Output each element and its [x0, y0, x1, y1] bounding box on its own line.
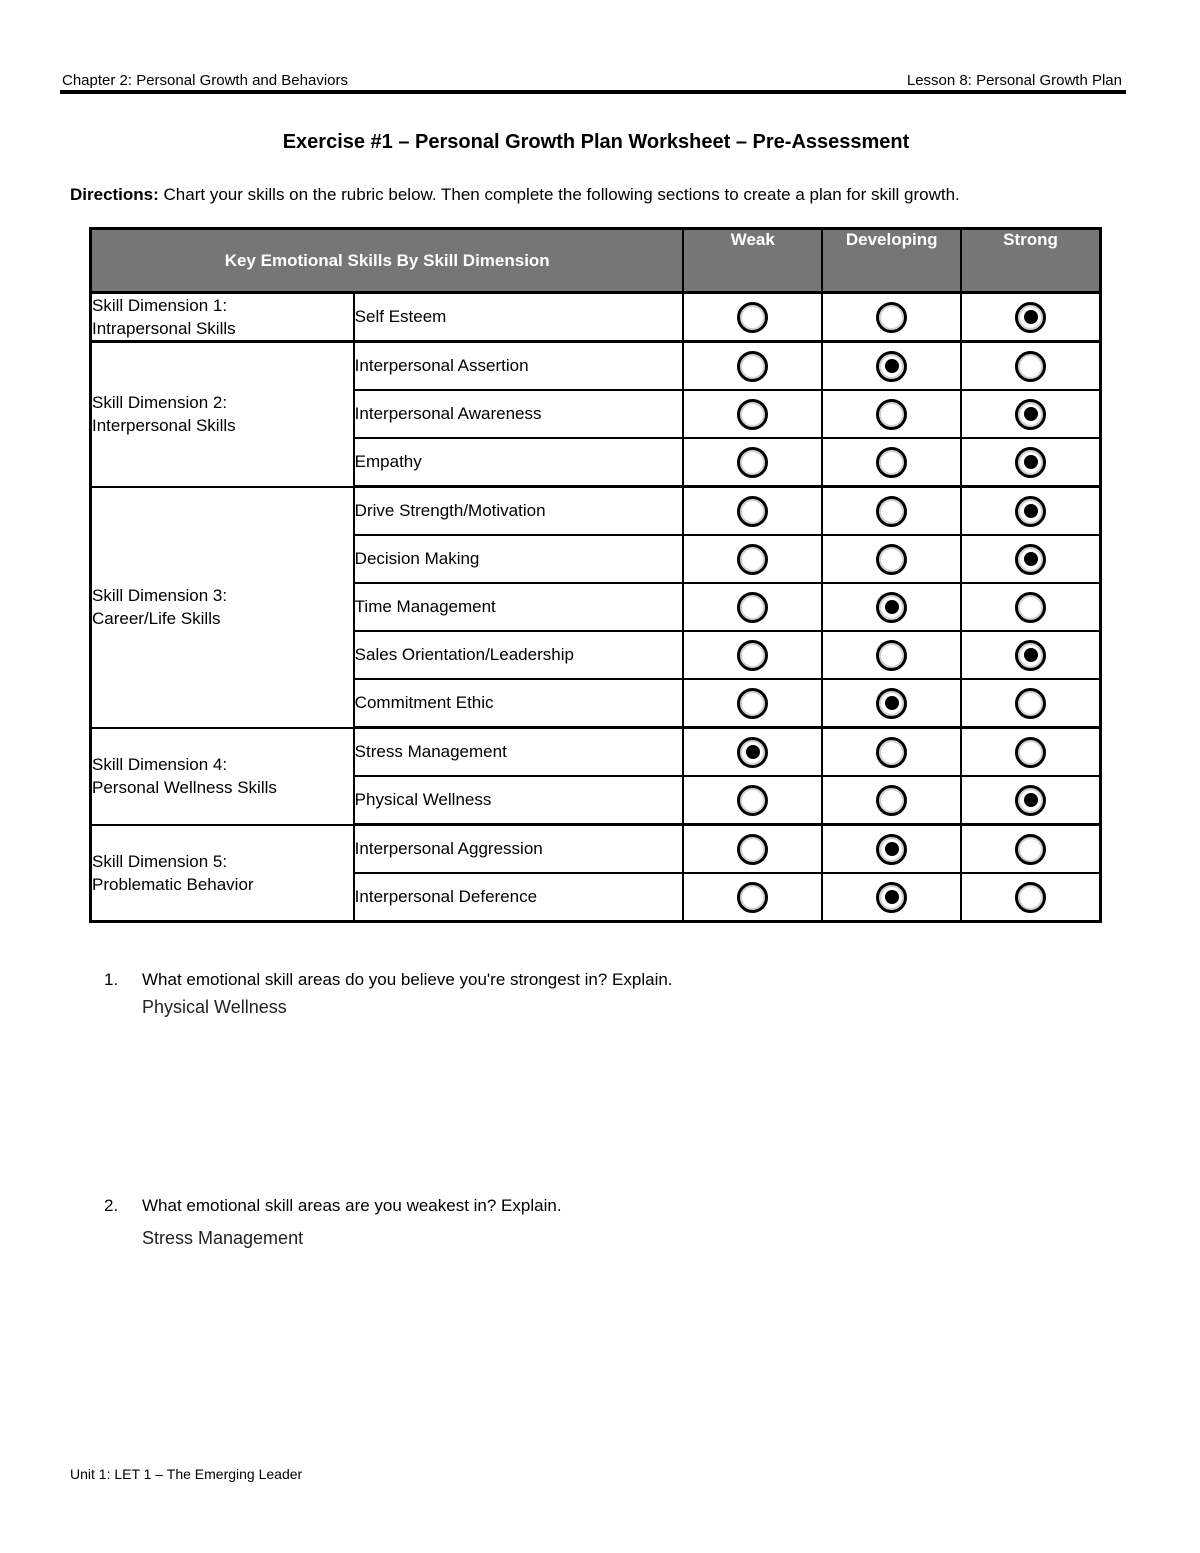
rating-cell-strong	[961, 776, 1100, 825]
rating-cell-weak	[683, 438, 822, 487]
directions-label: Directions:	[70, 185, 159, 204]
rating-cell-weak	[683, 679, 822, 728]
radio-weak[interactable]	[737, 737, 768, 768]
rating-cell-weak	[683, 728, 822, 777]
rating-cell-developing	[822, 390, 961, 438]
rating-cell-strong	[961, 342, 1100, 391]
radio-weak[interactable]	[737, 399, 768, 430]
rating-cell-weak	[683, 583, 822, 631]
skill-label: Interpersonal Assertion	[354, 342, 684, 391]
skill-dimension-5	[91, 825, 354, 922]
skill-dimension-3	[91, 487, 354, 728]
directions-text: Chart your skills on the rubric below. Then complete the following sections to create a plan for skill growth.	[158, 185, 960, 204]
rating-cell-weak	[683, 825, 822, 874]
radio-strong[interactable]	[1015, 351, 1046, 382]
dimension-subtitle: Interpersonal Skills	[92, 416, 236, 436]
rating-cell-weak	[683, 776, 822, 825]
page-title: Exercise #1 – Personal Growth Plan Worksheet – Pre-Assessment	[282, 131, 910, 153]
rating-cell-developing	[822, 293, 961, 342]
directions	[70, 185, 960, 205]
question-number: 1.	[104, 970, 119, 989]
rating-cell-developing	[822, 679, 961, 728]
rating-cell-developing	[822, 825, 961, 874]
header-divider	[60, 90, 1126, 94]
skill-label: Decision Making	[354, 535, 684, 583]
rating-cell-developing	[822, 487, 961, 536]
header-strong: Strong	[961, 229, 1100, 293]
radio-developing[interactable]	[876, 640, 907, 671]
table-header-row	[91, 229, 1101, 293]
radio-strong[interactable]	[1015, 592, 1046, 623]
radio-developing[interactable]	[876, 592, 907, 623]
rating-cell-weak	[683, 342, 822, 391]
radio-strong[interactable]	[1015, 640, 1046, 671]
skill-label: Time Management	[354, 583, 684, 631]
radio-developing[interactable]	[876, 834, 907, 865]
header-chapter: Chapter 2: Personal Growth and Behaviors	[62, 72, 348, 89]
radio-weak[interactable]	[737, 834, 768, 865]
question-text: What emotional skill areas do you believe you're strongest in? Explain.	[142, 970, 673, 989]
footer-unit: Unit 1: LET 1 – The Emerging Leader	[70, 1466, 303, 1482]
skill-dimension-4	[91, 728, 354, 825]
radio-strong[interactable]	[1015, 447, 1046, 478]
radio-weak[interactable]	[737, 592, 768, 623]
rating-cell-strong	[961, 728, 1100, 777]
radio-weak[interactable]	[737, 544, 768, 575]
dimension-title: Skill Dimension 5:	[92, 851, 228, 871]
rating-cell-strong	[961, 535, 1100, 583]
radio-strong[interactable]	[1015, 882, 1046, 913]
skill-label: Empathy	[354, 438, 684, 487]
radio-strong[interactable]	[1015, 302, 1046, 333]
radio-weak[interactable]	[737, 640, 768, 671]
dimension-title: Skill Dimension 2:	[92, 393, 228, 413]
rating-cell-developing	[822, 728, 961, 777]
answer-2: Stress Management	[142, 1228, 304, 1248]
dimension-title: Skill Dimension 4:	[92, 755, 228, 774]
radio-weak[interactable]	[737, 302, 768, 333]
skill-label: Commitment Ethic	[354, 679, 684, 728]
rating-cell-weak	[683, 487, 822, 536]
table-row	[91, 342, 1101, 391]
radio-developing[interactable]	[876, 351, 907, 382]
radio-weak[interactable]	[737, 785, 768, 816]
radio-strong[interactable]	[1015, 688, 1046, 719]
skill-label: Interpersonal Awareness	[354, 390, 684, 438]
rating-cell-developing	[822, 535, 961, 583]
question-text: What emotional skill areas are you weakest in? Explain.	[142, 1196, 562, 1215]
radio-developing[interactable]	[876, 302, 907, 333]
table-row	[91, 487, 1101, 536]
skills-rubric-table	[89, 227, 1102, 923]
radio-developing[interactable]	[876, 447, 907, 478]
radio-strong[interactable]	[1015, 834, 1046, 865]
radio-weak[interactable]	[737, 447, 768, 478]
skill-label: Drive Strength/Motivation	[354, 487, 684, 536]
dimension-subtitle: Career/Life Skills	[92, 609, 221, 628]
radio-developing[interactable]	[876, 737, 907, 768]
rating-cell-weak	[683, 293, 822, 342]
rating-cell-developing	[822, 342, 961, 391]
skill-label: Stress Management	[354, 728, 684, 777]
header-developing: Developing	[822, 229, 961, 293]
radio-strong[interactable]	[1015, 496, 1046, 527]
question-2	[104, 1196, 562, 1216]
rating-cell-strong	[961, 293, 1100, 342]
dimension-subtitle: Personal Wellness Skills	[92, 778, 277, 797]
skill-label: Interpersonal Deference	[354, 873, 684, 922]
dimension-subtitle: Intrapersonal Skills	[92, 319, 236, 338]
rating-cell-developing	[822, 631, 961, 679]
header-key-skills: Key Emotional Skills By Skill Dimension	[91, 229, 684, 293]
radio-weak[interactable]	[737, 351, 768, 382]
rating-cell-weak	[683, 390, 822, 438]
dimension-subtitle: Problematic Behavior	[92, 874, 254, 894]
rating-cell-strong	[961, 583, 1100, 631]
table-row	[91, 293, 1101, 342]
radio-strong[interactable]	[1015, 399, 1046, 430]
radio-strong[interactable]	[1015, 785, 1046, 816]
rating-cell-developing	[822, 873, 961, 922]
table-row	[91, 825, 1101, 874]
radio-weak[interactable]	[737, 882, 768, 913]
dimension-title: Skill Dimension 1:	[92, 296, 228, 315]
rating-cell-weak	[683, 873, 822, 922]
rating-cell-strong	[961, 487, 1100, 536]
rating-cell-strong	[961, 873, 1100, 922]
radio-developing[interactable]	[876, 882, 907, 913]
radio-strong[interactable]	[1015, 544, 1046, 575]
skill-dimension-1	[91, 293, 354, 342]
rating-cell-strong	[961, 438, 1100, 487]
skill-dimension-2	[91, 342, 354, 487]
rating-cell-strong	[961, 631, 1100, 679]
skill-label: Physical Wellness	[354, 776, 684, 825]
radio-developing[interactable]	[876, 688, 907, 719]
rating-cell-developing	[822, 776, 961, 825]
skill-label: Sales Orientation/Leadership	[354, 631, 684, 679]
question-1	[104, 970, 673, 990]
skill-label: Interpersonal Aggression	[354, 825, 684, 874]
rating-cell-strong	[961, 825, 1100, 874]
radio-developing[interactable]	[876, 785, 907, 816]
rating-cell-weak	[683, 631, 822, 679]
radio-weak[interactable]	[737, 496, 768, 527]
radio-weak[interactable]	[737, 688, 768, 719]
rating-cell-developing	[822, 583, 961, 631]
skill-label: Self Esteem	[354, 293, 684, 342]
rating-cell-weak	[683, 535, 822, 583]
radio-developing[interactable]	[876, 544, 907, 575]
header-weak: Weak	[683, 229, 822, 293]
header-lesson: Lesson 8: Personal Growth Plan	[906, 72, 1122, 89]
answer-1: Physical Wellness	[142, 997, 287, 1017]
radio-developing[interactable]	[876, 496, 907, 527]
radio-strong[interactable]	[1015, 737, 1046, 768]
table-row	[91, 728, 1101, 777]
dimension-title: Skill Dimension 3:	[92, 586, 228, 605]
rubric-body	[91, 293, 1101, 922]
question-number: 2.	[104, 1196, 119, 1215]
radio-developing[interactable]	[876, 399, 907, 430]
rating-cell-developing	[822, 438, 961, 487]
rating-cell-strong	[961, 679, 1100, 728]
rating-cell-strong	[961, 390, 1100, 438]
